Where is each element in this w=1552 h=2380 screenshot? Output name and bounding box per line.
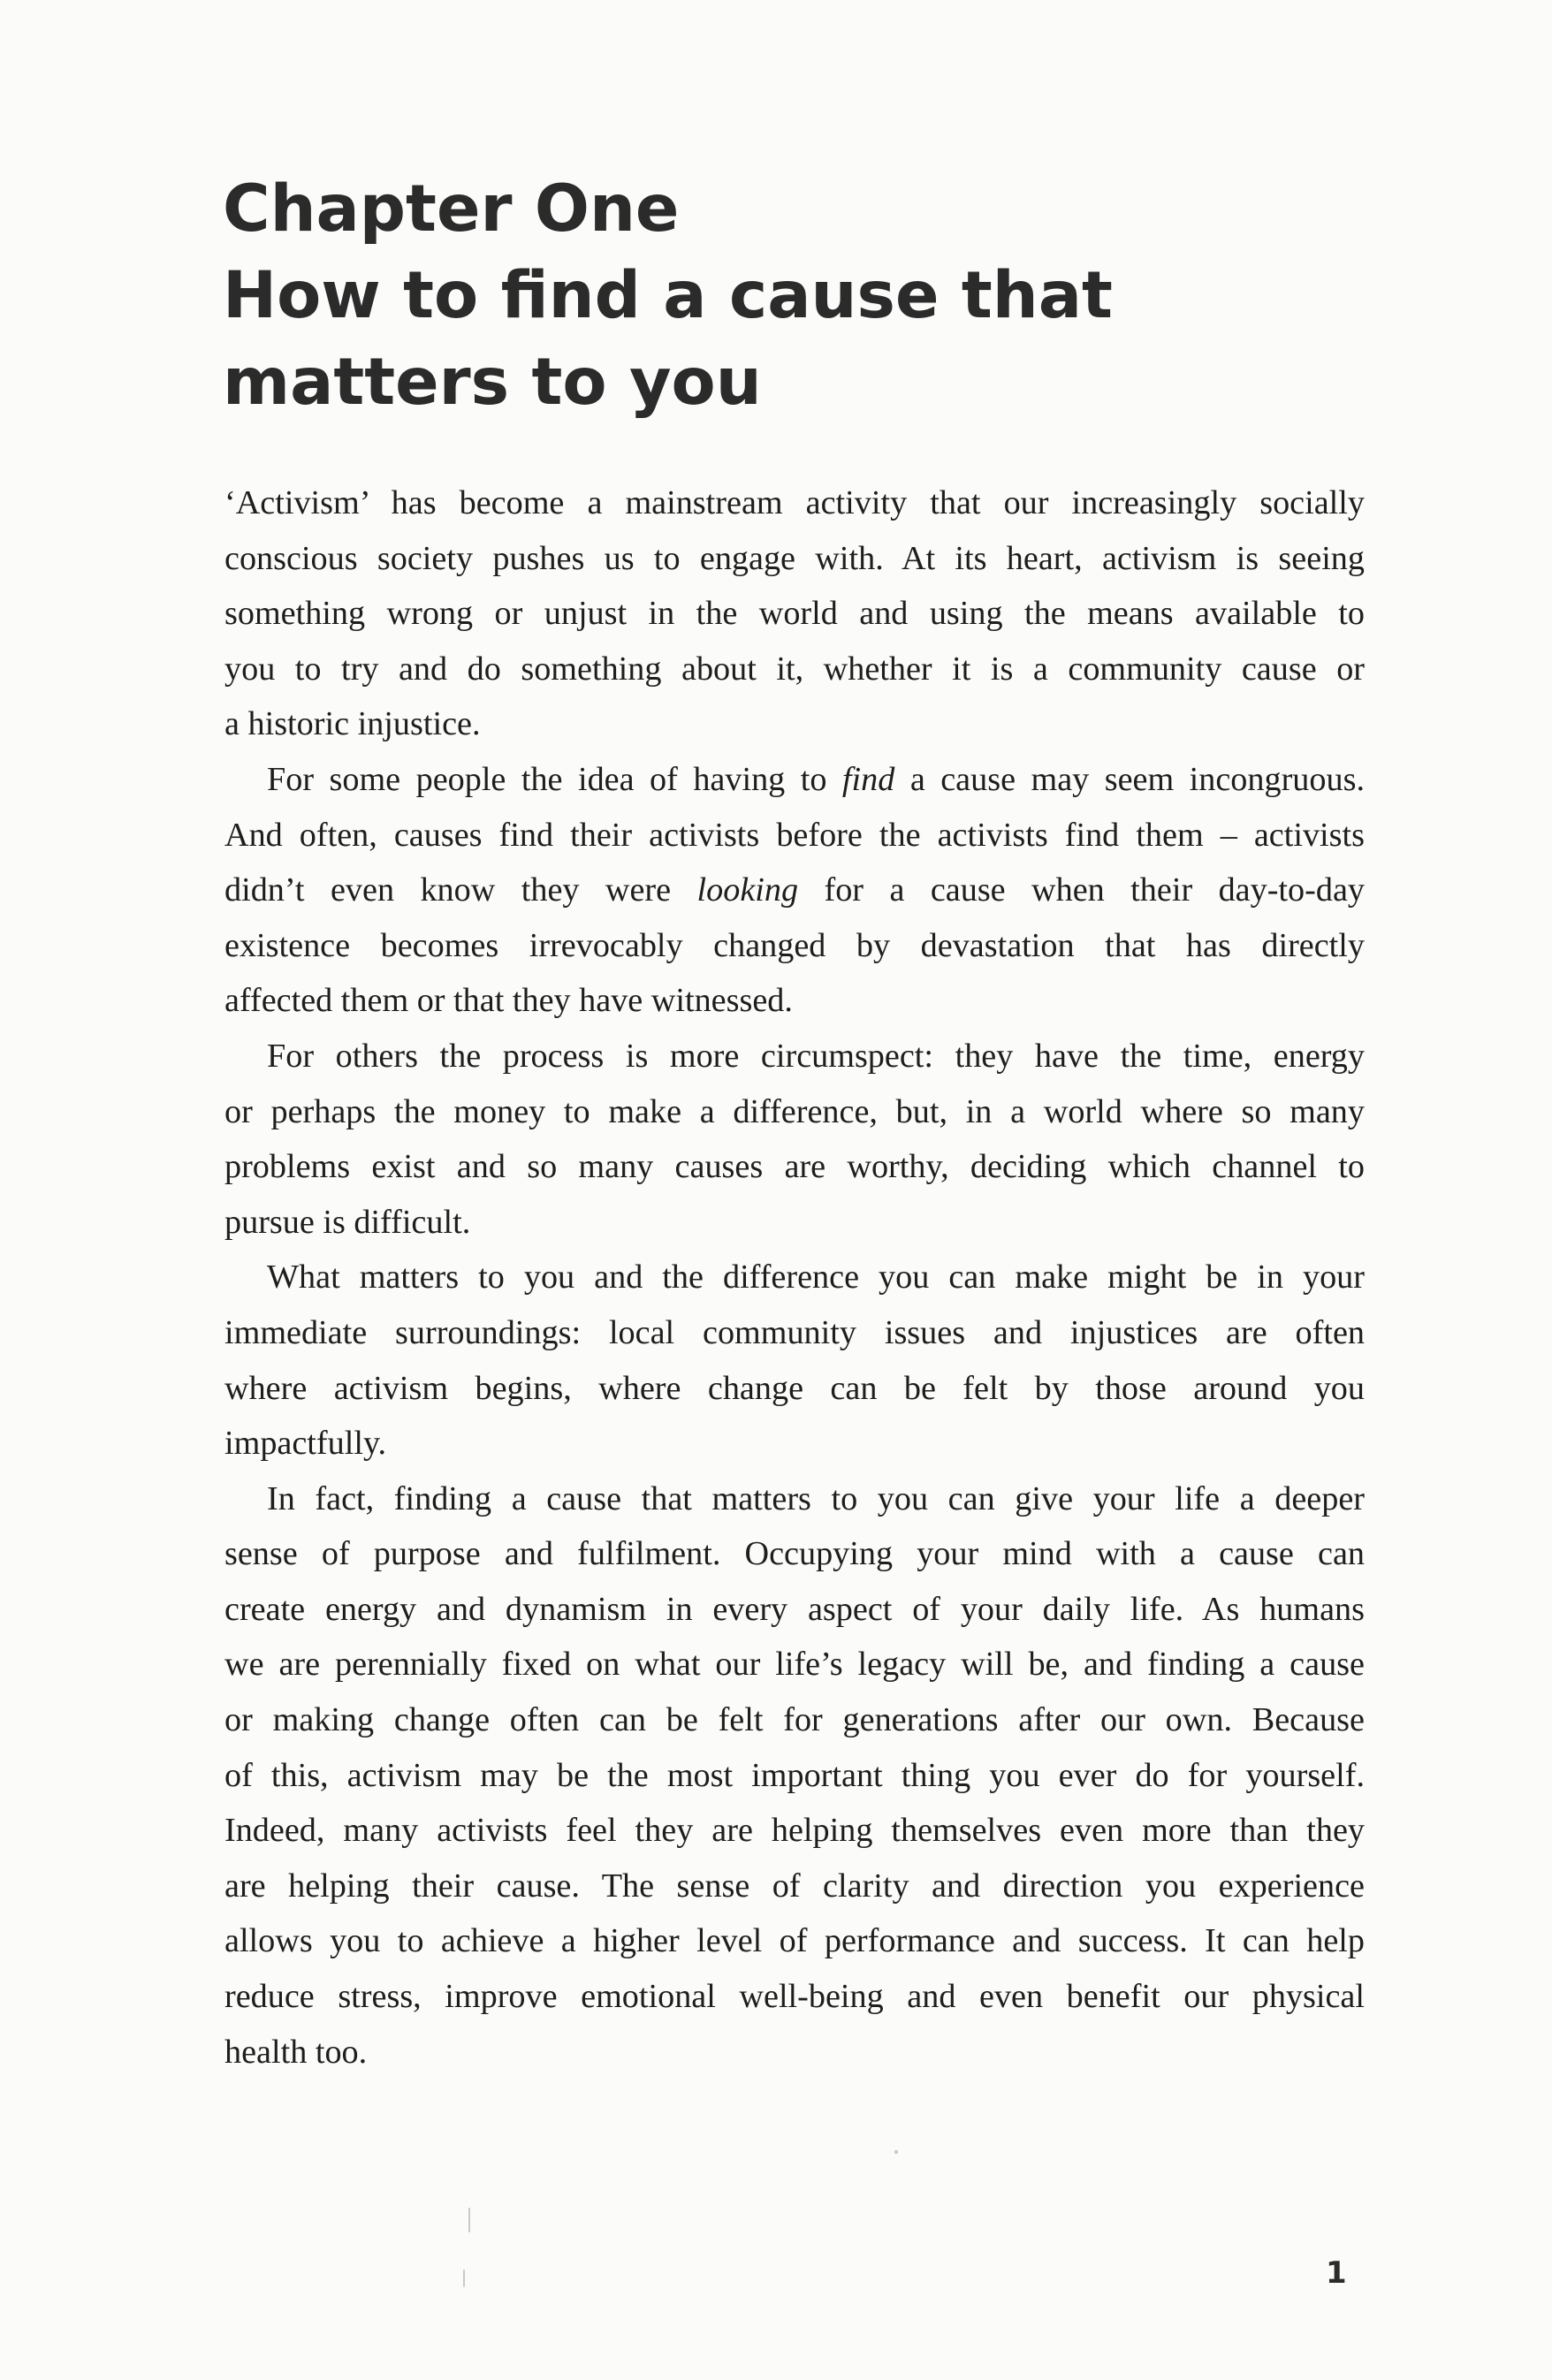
chapter-label: Chapter One <box>223 171 680 247</box>
body-line: What matters to you and the difference you can make might be in your <box>267 1258 1365 1296</box>
chapter-title-line-1: How to find a cause that <box>223 258 1113 333</box>
body-line: something wrong or unjust in the world and using the means available to <box>224 595 1365 633</box>
text-run: didn’t even know they were <box>224 871 697 909</box>
body-line: or perhaps the money to make a difference, but, in a world where so many <box>224 1092 1365 1130</box>
chapter-title-line-2: matters to you <box>223 345 762 420</box>
body-line: Indeed, many activists feel they are helping themselves even more than they <box>224 1812 1365 1850</box>
body-line <box>224 863 1365 918</box>
body-line: allows you to achieve a higher level of performance and success. It can help <box>224 1922 1365 1960</box>
body-line: existence becomes irrevocably changed by devastation that has directly <box>224 926 1365 964</box>
scan-speck <box>463 2270 465 2287</box>
body-line: In fact, finding a cause that matters to you can give your life a deeper <box>267 1479 1365 1517</box>
body-line: reduce stress, improve emotional well-being and even benefit our physical <box>224 1978 1365 2016</box>
body-line <box>224 752 1365 808</box>
body-line: you to try and do something about it, whether it is a community cause or <box>224 650 1365 688</box>
body-line: are helping their cause. The sense of clarity and direction you experience <box>224 1867 1365 1905</box>
body-line: impactfully. <box>224 1425 387 1463</box>
body-line: a historic injustice. <box>224 705 481 743</box>
page-number: 1 <box>1326 2255 1347 2291</box>
chapter-body <box>224 475 1365 2080</box>
body-line: create energy and dynamism in every aspect of your daily life. As humans <box>224 1590 1365 1628</box>
body-line: conscious society pushes us to engage with. At its heart, activism is seeing <box>224 539 1365 577</box>
italic-word: find <box>841 760 895 798</box>
body-line: or making change often can be felt for generations after our own. Because <box>224 1701 1365 1739</box>
body-line: ‘Activism’ has become a mainstream activity that our increasingly socially <box>224 484 1365 521</box>
body-line: And often, causes find their activists before the activists find them – activists <box>224 816 1365 854</box>
scan-speck <box>468 2208 470 2232</box>
body-line: For others the process is more circumspect: they have the time, energy <box>267 1037 1365 1075</box>
text-run: for a cause when their day-to-day <box>798 871 1365 909</box>
text-run: a cause may seem incongruous. <box>894 760 1365 798</box>
body-line: immediate surroundings: local community issues and injustices are often <box>224 1313 1365 1351</box>
scan-speck <box>894 2150 898 2154</box>
body-line: affected them or that they have witnessed. <box>224 982 793 1020</box>
body-line: health too. <box>224 2033 368 2071</box>
body-line: sense of purpose and fulfilment. Occupying your mind with a cause can <box>224 1535 1365 1573</box>
chapter-heading <box>223 166 1372 426</box>
italic-word: looking <box>696 871 799 909</box>
body-line: where activism begins, where change can be felt by those around you <box>224 1369 1365 1407</box>
body-line: problems exist and so many causes are worthy, deciding which channel to <box>224 1148 1365 1186</box>
body-line: we are perennially fixed on what our life’s legacy will be, and finding a cause <box>224 1646 1365 1684</box>
body-line: of this, activism may be the most important thing you ever do for yourself. <box>224 1756 1365 1794</box>
text-run: For some people the idea of having to <box>267 760 842 798</box>
body-line: pursue is difficult. <box>224 1203 471 1241</box>
